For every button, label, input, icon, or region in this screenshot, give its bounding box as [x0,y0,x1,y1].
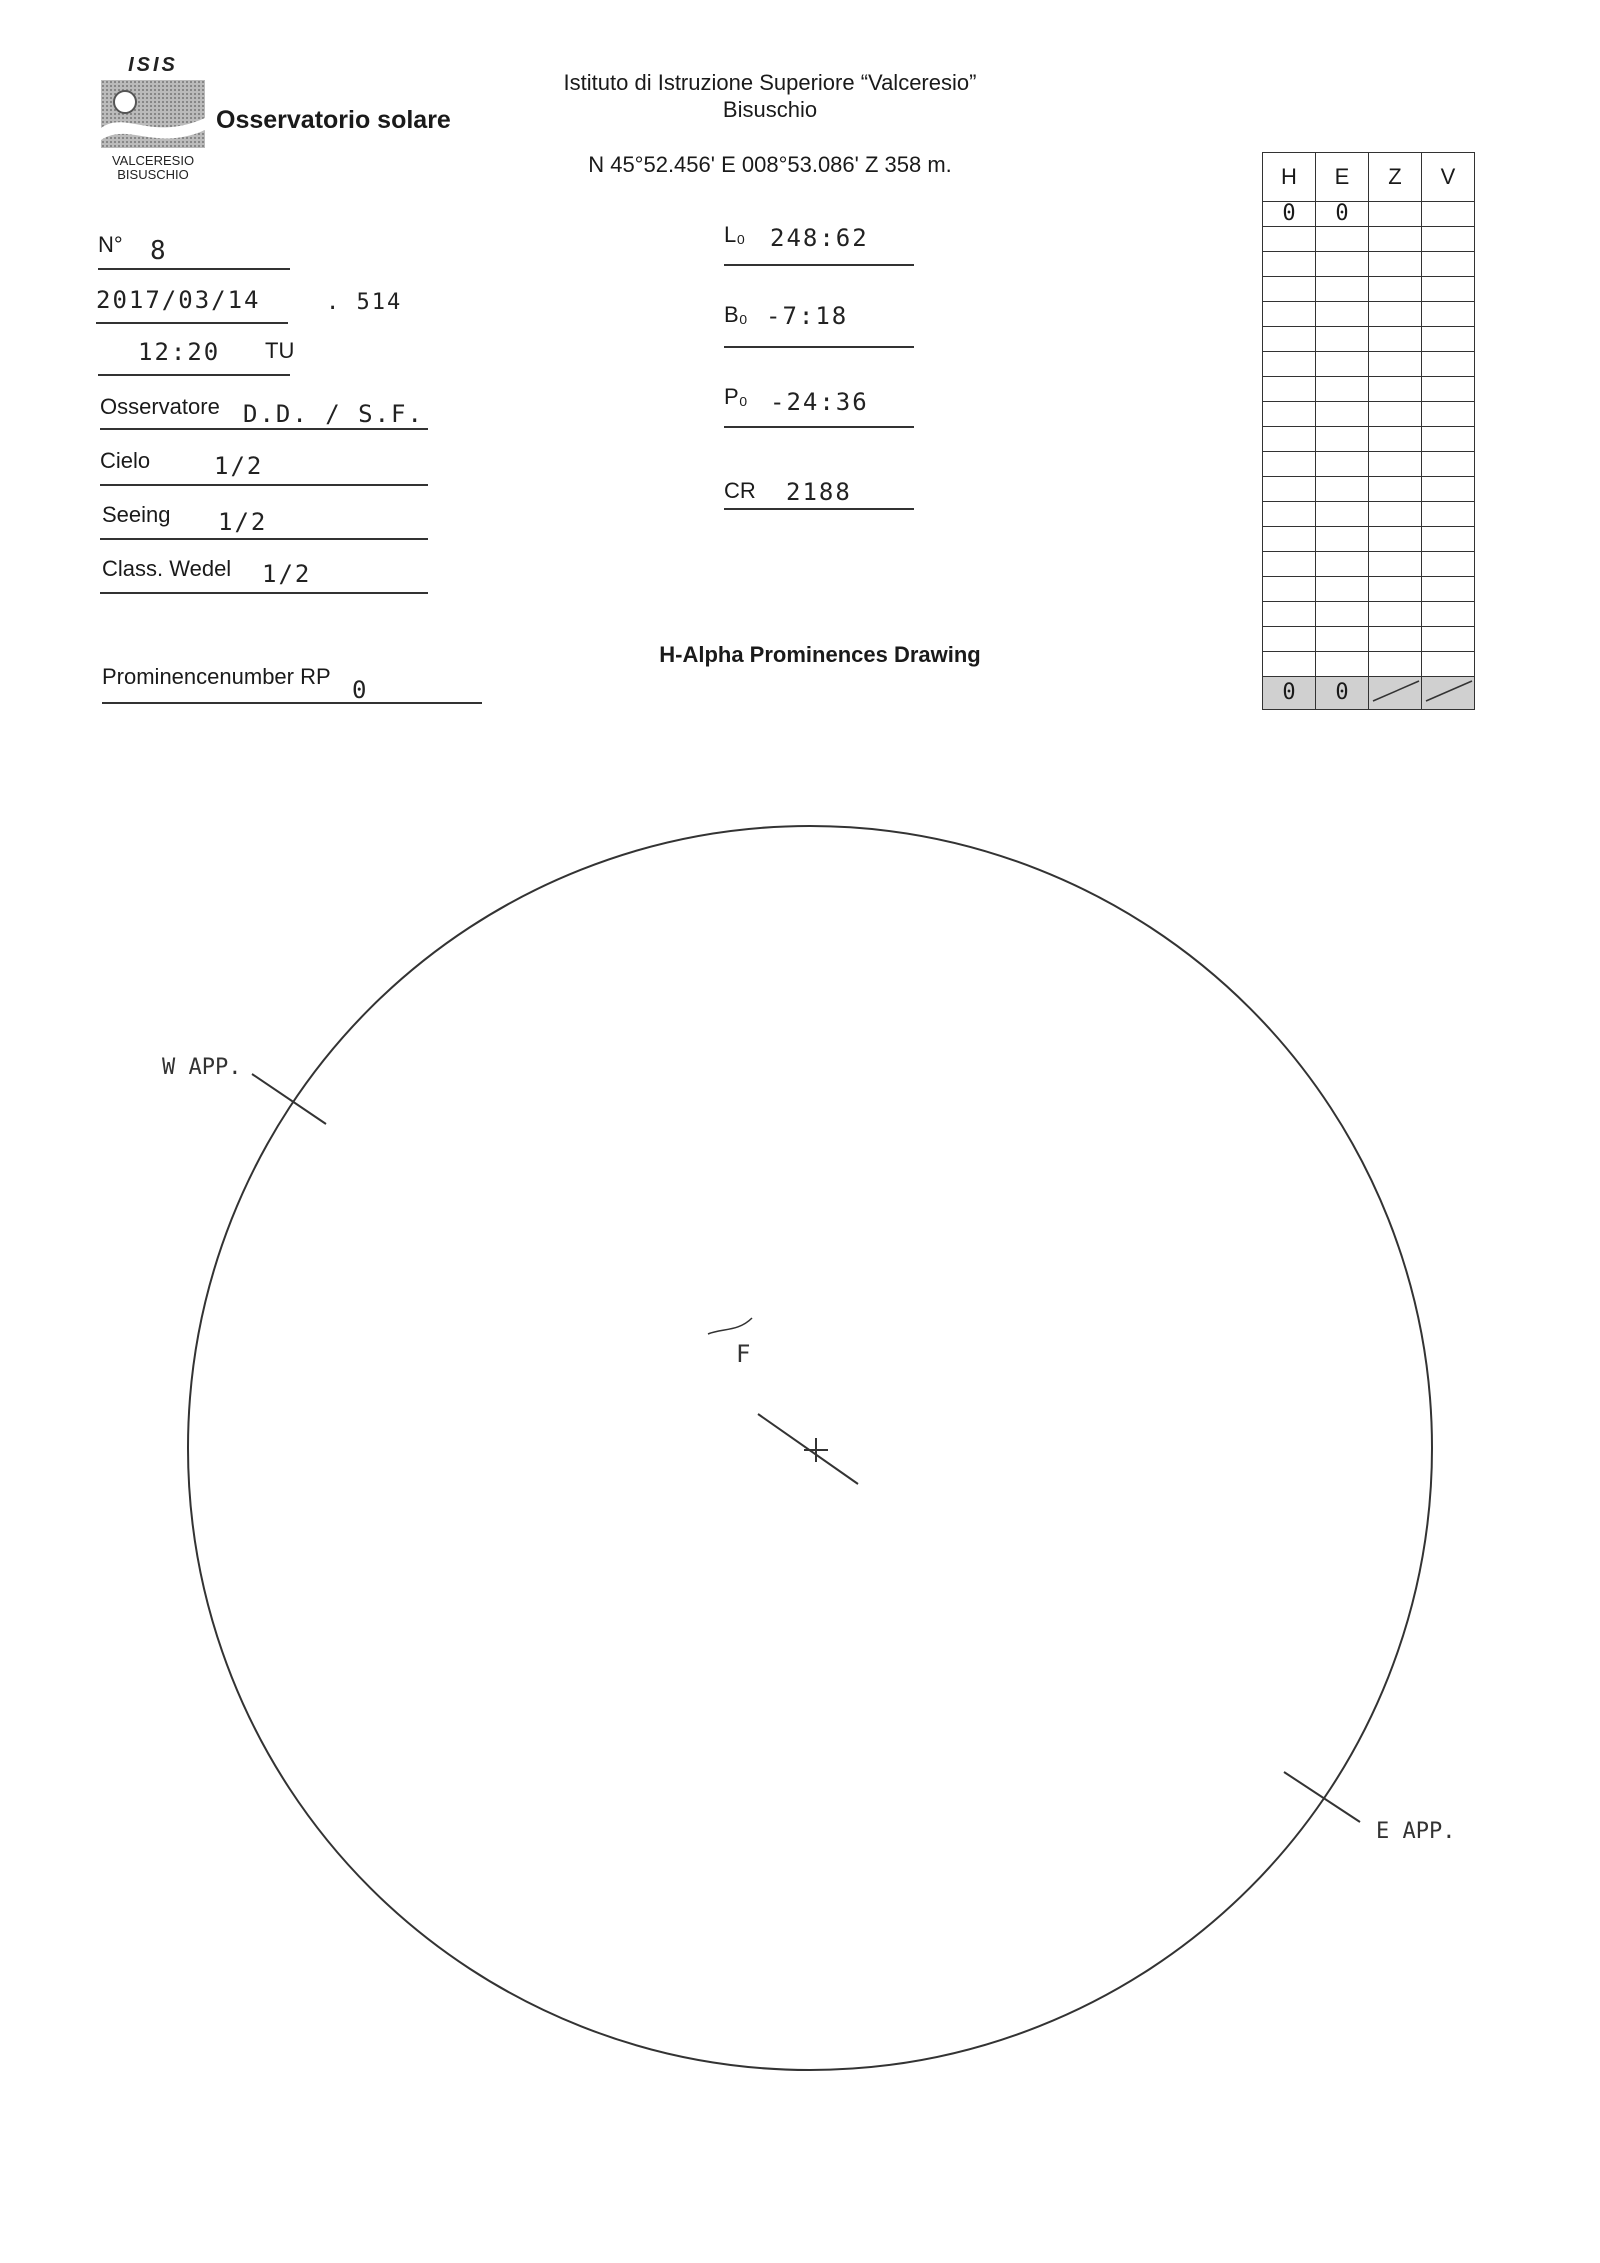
seeing-label: Seeing [102,502,171,527]
observer-value: D.D. / S.F. [243,400,424,428]
total-e: 0 [1316,677,1369,710]
number-value: 8 [150,236,168,266]
l0-label: L₀ [724,222,746,247]
prominence-label: Prominencenumber RP [102,664,331,689]
wedel-value: 1/2 [262,560,312,588]
date-value: 2017/03/14 [96,286,261,314]
time-label: TU [265,338,295,363]
header-h: H [1263,153,1316,202]
cell-e: 0 [1316,202,1369,227]
header-e: E [1316,153,1369,202]
sky-label: Cielo [100,448,151,473]
observatory-title: Osservatorio solare [216,106,451,134]
west-axis-tick [252,1074,326,1124]
cr-label: CR [724,478,756,503]
filament-mark [708,1318,752,1334]
seeing-value: 1/2 [218,508,268,536]
prominence-value: 0 [352,676,369,704]
east-label: E APP. [1376,1819,1456,1844]
feature-label: F [736,1340,751,1368]
time-value: 12:20 [138,338,221,366]
wedel-label: Class. Wedel [102,556,232,581]
total-h: 0 [1263,677,1316,710]
observer-label: Osservatore [100,394,220,419]
l0-value: 248:62 [770,224,869,252]
cr-value: 2188 [786,478,852,506]
institute-town: Bisuschio [722,97,818,122]
b0-label: B₀ [724,302,748,327]
header-z: Z [1369,153,1422,202]
logo-line-2: BISUSCHIO [117,167,189,182]
date-fraction: . 514 [326,290,403,315]
cell-h: 0 [1263,202,1316,227]
p0-value: -24:36 [770,388,869,416]
number-label: N° [98,232,123,257]
b0-value: -7:18 [766,302,849,330]
west-label: W APP. [162,1055,242,1080]
logo-top-text: ISIS [128,54,178,76]
solar-disk-outline [188,826,1432,2070]
logo-line-1: VALCERESIO [111,153,195,168]
institute-name: Istituto di Istruzione Superiore “Valceresio” [563,70,977,95]
sky-value: 1/2 [214,452,264,480]
site-coordinates: N 45°52.456' E 008°53.086' Z 358 m. [588,152,952,177]
p0-label: P₀ [724,384,748,409]
east-axis-tick [1284,1772,1360,1822]
drawing-title: H-Alpha Prominences Drawing [659,642,981,667]
header-v: V [1422,153,1475,202]
